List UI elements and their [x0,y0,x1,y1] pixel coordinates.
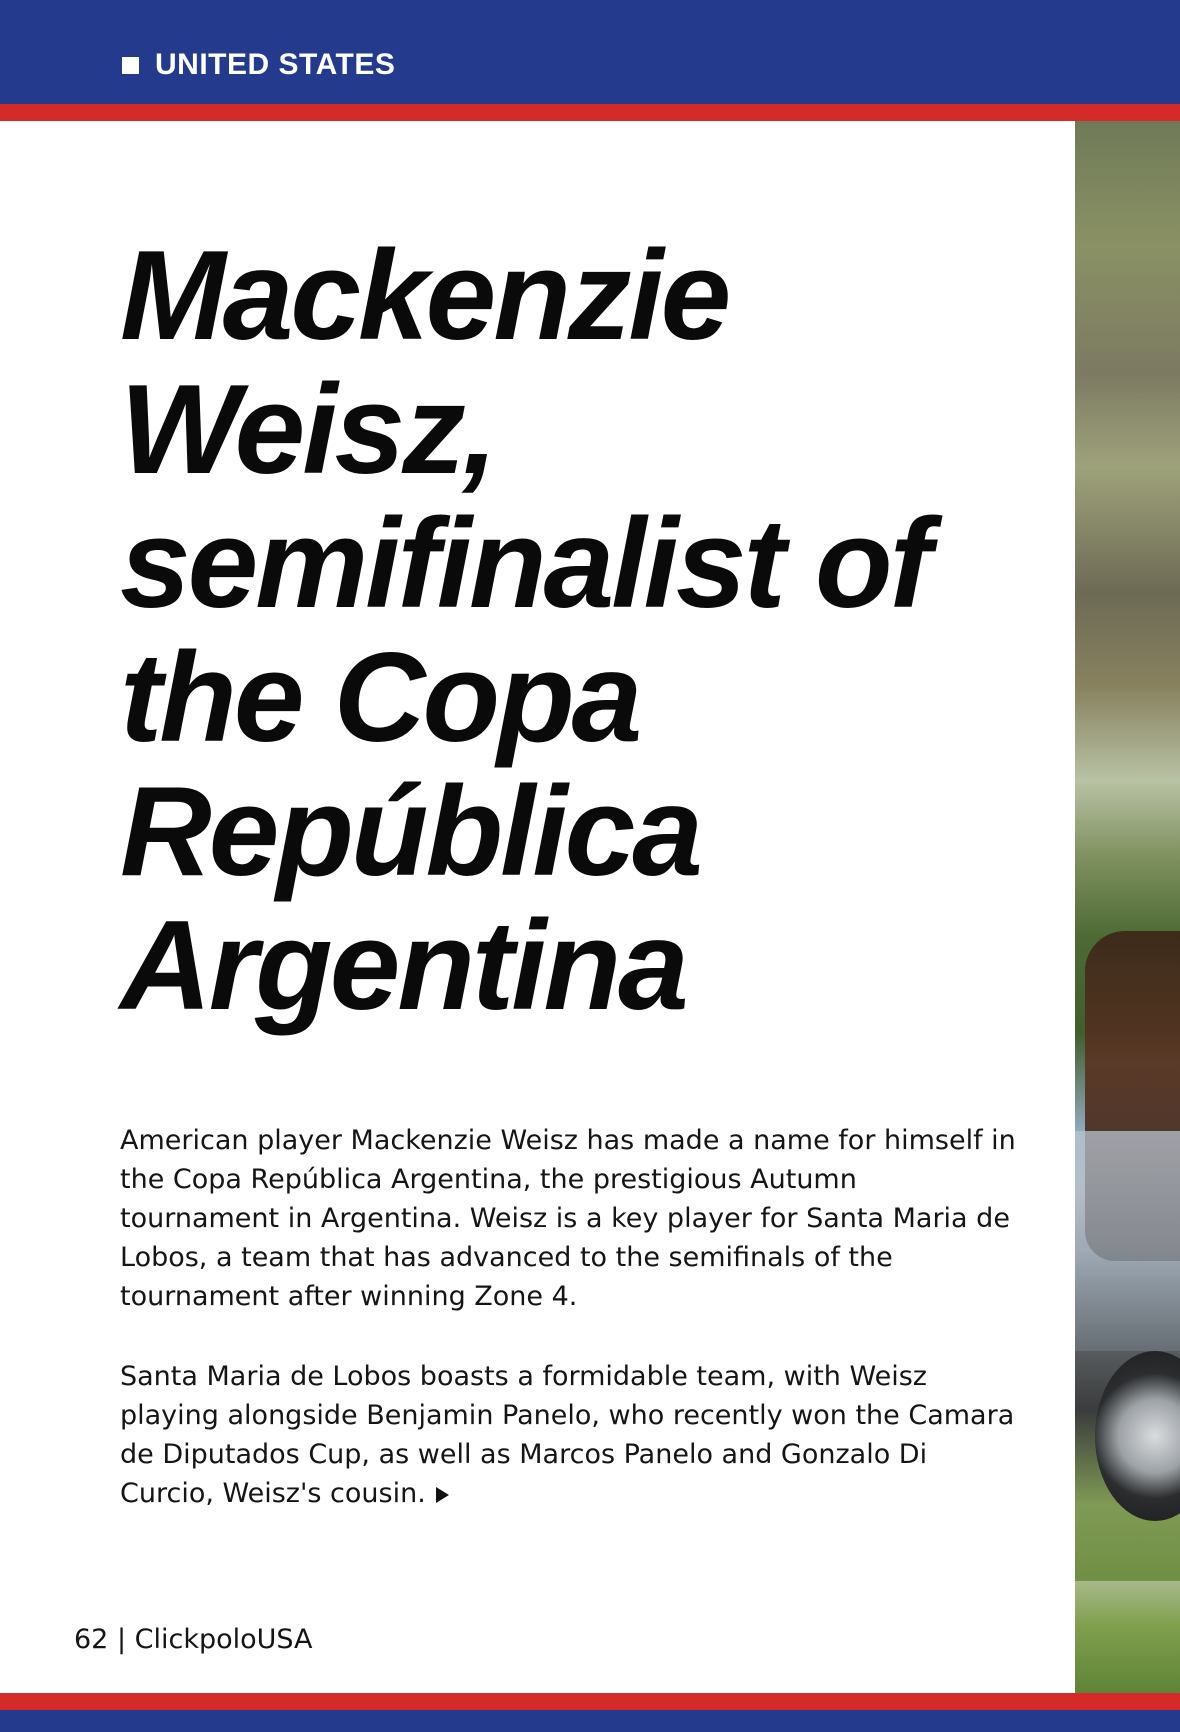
article-paragraph-text: Santa Maria de Lobos boasts a formidable team, with Weisz playing alongside Benjamin Panelo, who recently won the Camara de Diputados Cup, as well as Marcos Panelo and Gonzalo Di Curcio, Weisz's cousin. [120,1361,1015,1509]
section-label [122,48,395,82]
page-footer: 62 | ClickpoloUSA [74,1624,313,1655]
triangle-right-icon [436,1487,449,1503]
header-red-stripe [0,104,1180,121]
article-paragraph-last [120,1357,1020,1513]
section-name: UNITED STATES [155,48,396,81]
footer-red-stripe [0,1693,1180,1710]
photo-wheel-shape [1095,1351,1180,1521]
square-icon [122,57,139,74]
article-paragraph: American player Mackenzie Weisz has made a name for himself in the Copa República Argentina, the prestigious Autumn tournament in Argentina. Weisz is a key player for Santa Maria de Lobos, a team that has advanced to the semifinals of the tournament after winning Zone 4. [120,1125,1016,1312]
photo-vehicle-shape [1075,1131,1180,1351]
article-title: Mackenzie Weisz, semifinalist of the Copa República Argentina [120,224,929,1036]
footer-bar [0,1710,1180,1732]
cover-photo [1075,121,1180,1693]
photo-grass-shape [1075,1581,1180,1693]
